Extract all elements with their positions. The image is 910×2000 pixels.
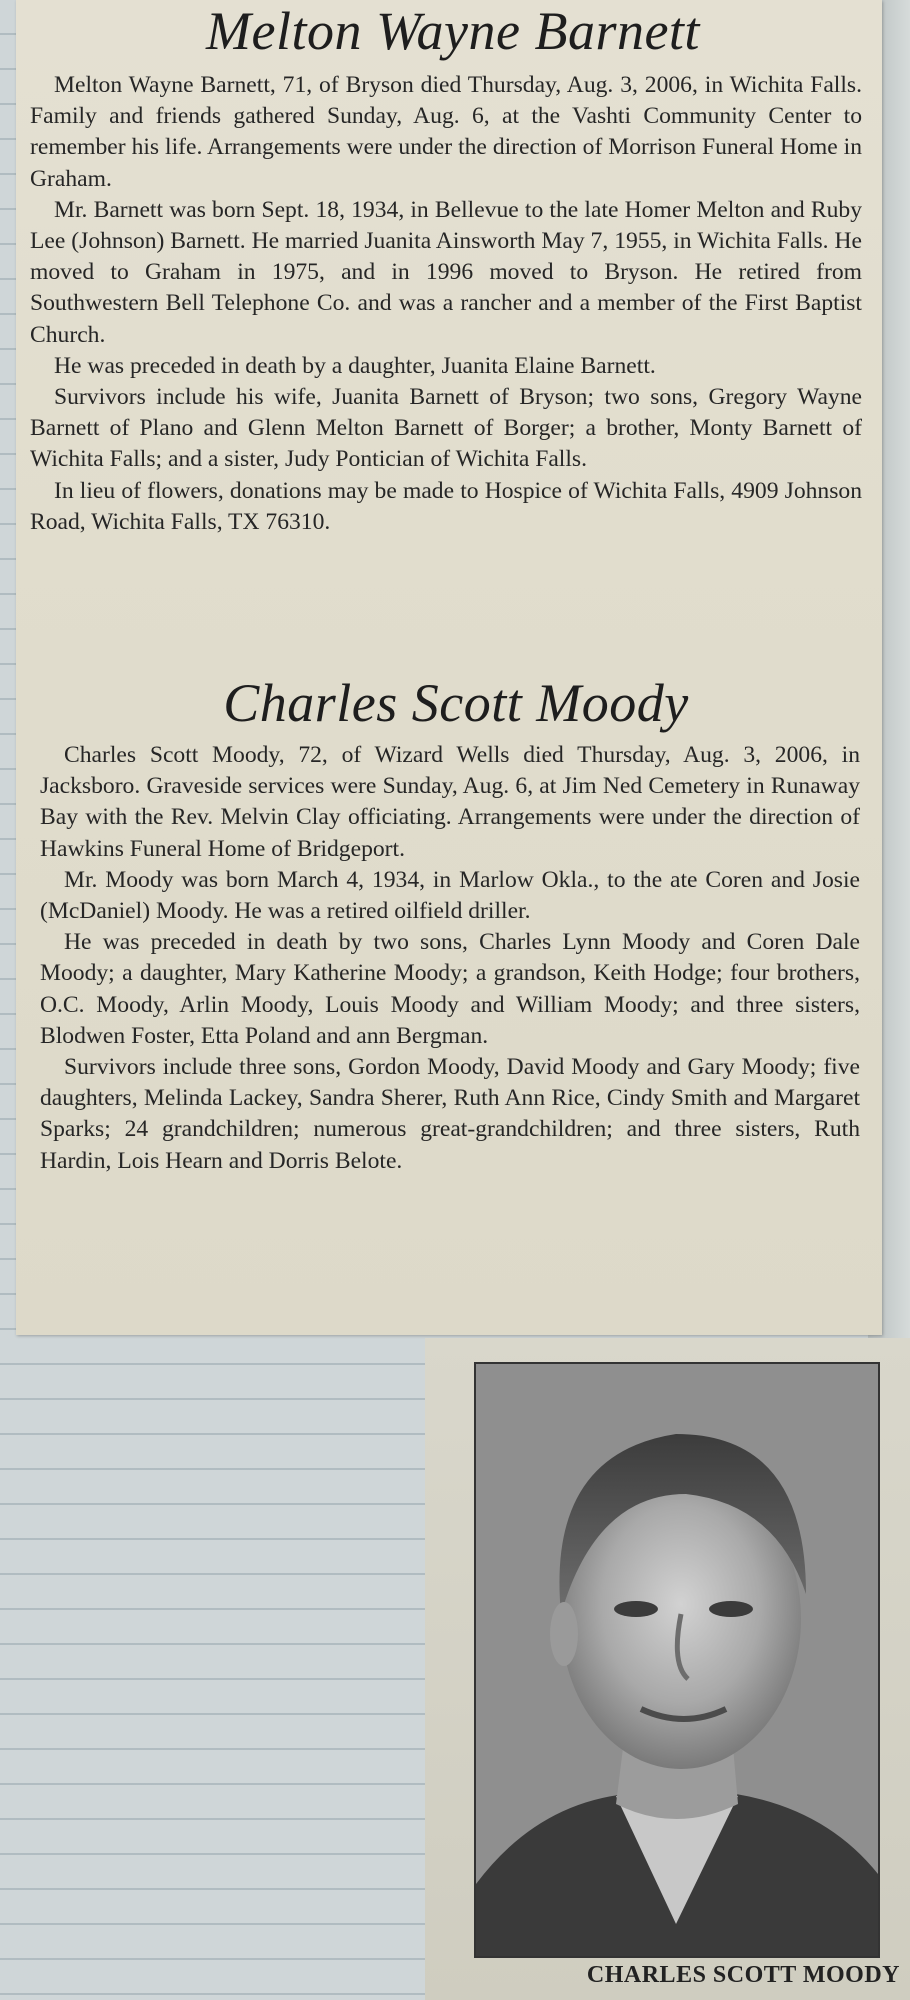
portrait-photo <box>474 1362 880 1958</box>
photo-caption: CHARLES SCOTT MOODY <box>586 1962 900 1988</box>
obituary-melton-wayne-barnett <box>22 0 874 538</box>
obituary-title: Melton Wayne Barnett <box>206 1 700 61</box>
portrait-illustration <box>476 1364 878 1956</box>
obituary-paragraph: Charles Scott Moody, 72, of Wizard Wells died Thursday, Aug. 3, 2006, in Jacksboro. Graveside services were Sunday, Aug. 6, at Jim Ned Cemetery in Runaway Bay with the Rev. Melvin Clay officiating. Arrangements were under the direction of Hawkins Funeral Home of Bridgeport. <box>40 742 860 862</box>
obituary-charles-scott-moody <box>22 672 874 1177</box>
obituary-body <box>22 734 874 1177</box>
obituary-paragraph: Survivors include three sons, Gordon Moody, David Moody and Gary Moody; five daughters, Melinda Lackey, Sandra Sherer, Ruth Ann Rice, Cindy Smith and Margaret Sparks; 24 grandchildren; numerous great-grandchildren; and three sisters, Ruth Hardin, Lois Hearn and Dorris Belote. <box>40 1054 860 1174</box>
obituary-clipping <box>16 0 882 1335</box>
obituary-body <box>22 62 874 538</box>
obituary-paragraph: He was preceded in death by a daughter, Juanita Elaine Barnett. <box>54 352 656 379</box>
obituary-paragraph: He was preceded in death by two sons, Charles Lynn Moody and Coren Dale Moody; a daughter, Mary Katherine Moody; a grandson, Keith Hodge; four brothers, O.C. Moody, Arlin Moody, Louis Moody and William Moody; and three sisters, Blodwen Foster, Etta Poland and ann Bergman. <box>40 929 860 1049</box>
obituary-paragraph: Survivors include his wife, Juanita Barnett of Bryson; two sons, Gregory Wayne Barnett of Plano and Glenn Melton Barnett of Borger; a brother, Monty Barnett of Wichita Falls; and a sister, Judy Pontician of Wichita Falls. <box>30 384 862 473</box>
obituary-paragraph: In lieu of flowers, donations may be made to Hospice of Wichita Falls, 4909 Johnson Road, Wichita Falls, TX 76310. <box>30 477 862 535</box>
photo-clipping <box>425 1338 910 2000</box>
obituary-title: Charles Scott Moody <box>223 673 689 733</box>
obituary-paragraph: Mr. Moody was born March 4, 1934, in Marlow Okla., to the ate Coren and Josie (McDaniel) Moody. He was a retired oilfield driller. <box>40 866 860 925</box>
obituary-paragraph: Mr. Barnett was born Sept. 18, 1934, in Bellevue to the late Homer Melton and Ruby Lee (Johnson) Barnett. He married Juanita Ainsworth May 7, 1955, in Wichita Falls. He moved to Graham in 1975, and in 1996 moved to Bryson. He retired from Southwestern Bell Telephone Co. and was a rancher and a member of the First Baptist Church. <box>30 196 862 348</box>
obituary-paragraph: Melton Wayne Barnett, 71, of Bryson died Thursday, Aug. 3, 2006, in Wichita Falls. Family and friends gathered Sunday, Aug. 6, at the Vashti Community Center to remember his life. Arrangements were under the direction of Morrison Funeral Home in Graham. <box>30 72 862 192</box>
